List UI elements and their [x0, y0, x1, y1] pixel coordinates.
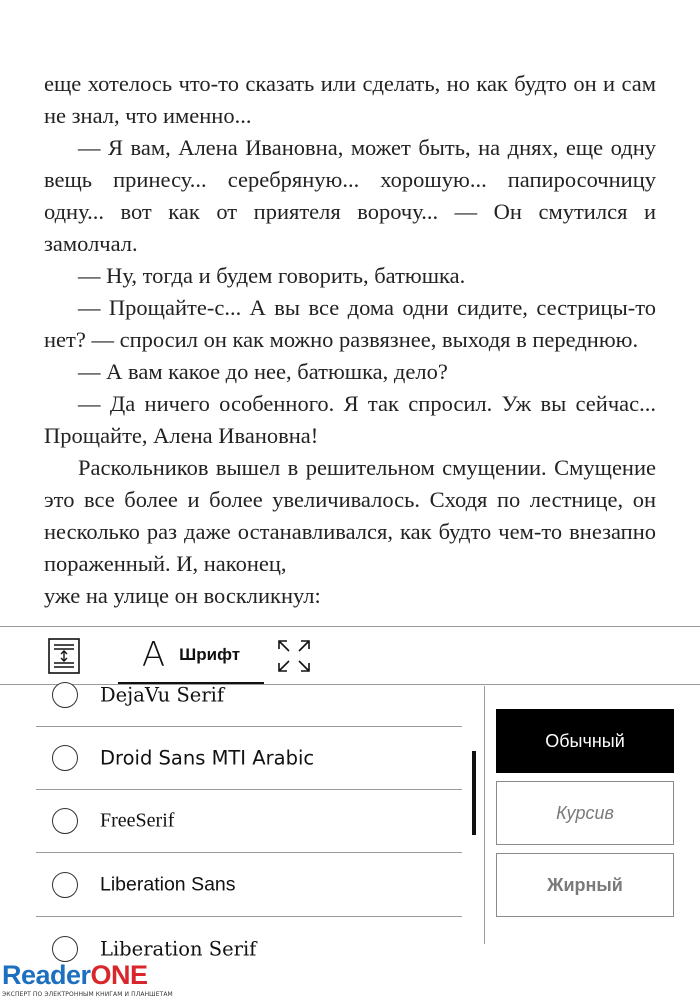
- radio-button[interactable]: [52, 936, 78, 962]
- list-item-font[interactable]: [36, 664, 462, 727]
- font-list[interactable]: [36, 683, 462, 961]
- font-a-icon: A: [141, 634, 166, 675]
- text-paragraph: — Я вам, Алена Ивановна, может быть, на днях, еще одну вещь принесу... серебряную... хорошую... папиросочницу одну... вот как от приятеля ворочу... — Он смутился и замолчал.: [44, 135, 656, 256]
- text-paragraph: — Прощайте-с... А вы все дома одни сидите, сестрицы-то нет? — спросил он как можно развязнее, выходя в переднюю.: [44, 295, 656, 352]
- scrollbar-track[interactable]: [484, 686, 485, 944]
- font-name: DejaVu Serif: [100, 683, 225, 707]
- font-name: Liberation Sans: [100, 873, 236, 896]
- reading-page[interactable]: [44, 68, 656, 608]
- style-bold-button[interactable]: Жирный: [496, 853, 674, 917]
- scrollbar-thumb[interactable]: [472, 751, 476, 835]
- text-paragraph: — А вам какое до нее, батюшка, дело?: [78, 359, 448, 384]
- tab-font-label: Шрифт: [179, 644, 241, 664]
- font-settings-panel: [0, 626, 700, 1001]
- text-paragraph: — Да ничего особенного. Я так спросил. Уж вы сейчас... Прощайте, Алена Ивановна!: [44, 391, 656, 448]
- style-regular-button[interactable]: Обычный: [496, 709, 674, 773]
- font-name: FreeSerif: [100, 809, 175, 832]
- radio-button[interactable]: [52, 745, 78, 771]
- text-paragraph: — Ну, тогда и будем говорить, батюшка.: [78, 263, 466, 288]
- watermark-tagline: ЭКСПЕРТ ПО ЭЛЕКТРОННЫМ КНИГАМ И ПЛАНШЕТАМ: [2, 991, 173, 998]
- style-italic-button[interactable]: Курсив: [496, 781, 674, 845]
- list-item-font[interactable]: [36, 727, 462, 790]
- radio-button[interactable]: [52, 808, 78, 834]
- font-name: Droid Sans MTI Arabic: [100, 746, 315, 770]
- list-item-font[interactable]: [36, 854, 462, 917]
- list-item-font[interactable]: [36, 790, 462, 853]
- radio-button[interactable]: [52, 682, 78, 708]
- readerone-logo: ReaderONE: [2, 960, 148, 990]
- readerone-watermark: [0, 960, 173, 1000]
- text-paragraph: еще хотелось что-то сказать или сделать, но как будто он и сам не знал, что именно...: [44, 71, 656, 128]
- text-paragraph: Раскольников вышел в решительном смущении. Смущение это все более и более увеличивалось. Сходя по лестнице, он несколько раз даже останавливался, как будто чем-то внезапно пораженный. И, наконец,: [44, 455, 656, 576]
- text-paragraph-partial: уже на улице он воскликнул:: [44, 583, 321, 608]
- font-name: Liberation Serif: [100, 937, 257, 961]
- radio-button[interactable]: [52, 872, 78, 898]
